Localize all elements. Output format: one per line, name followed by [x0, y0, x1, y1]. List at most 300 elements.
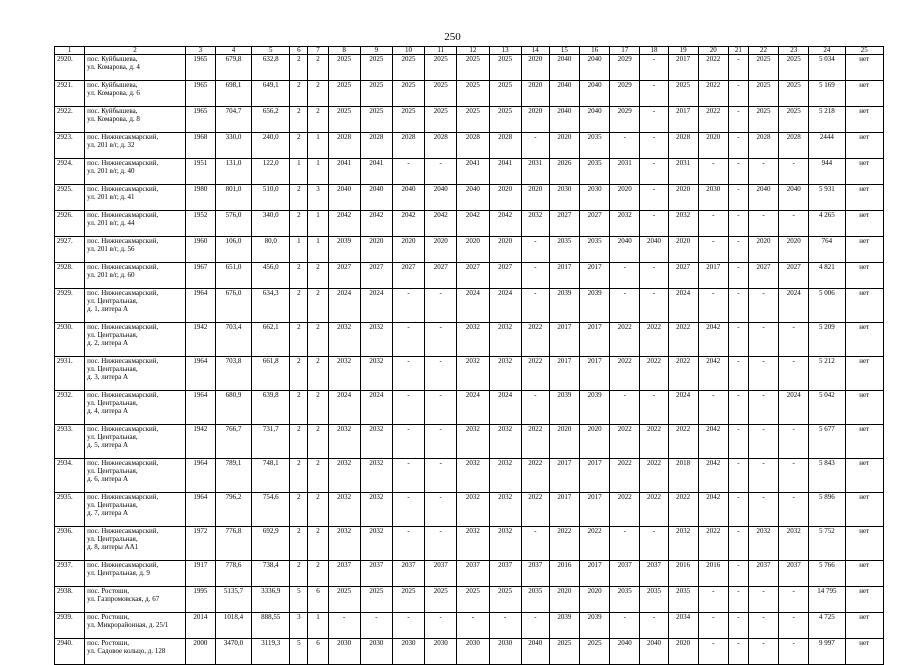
address-line: пос. Нижнесакмарский,: [87, 159, 159, 167]
table-cell: нет: [845, 107, 883, 133]
table-cell: 2022: [580, 527, 610, 561]
table-cell: 2: [308, 357, 328, 391]
table-cell: 2020: [549, 425, 579, 459]
table-cell: 2020: [580, 587, 610, 613]
table-cell: 2037: [748, 561, 778, 587]
table-cell: 2020: [580, 425, 610, 459]
table-cell: 2039: [580, 613, 610, 639]
table-cell: 2040: [360, 185, 392, 211]
table-cell: 2022: [610, 493, 640, 527]
table-cell: 2032: [328, 527, 360, 561]
table-cell: -: [728, 639, 748, 665]
row-number: 2938.: [55, 587, 85, 613]
address-cell: [85, 587, 186, 613]
table-cell: 2025: [360, 587, 392, 613]
table-cell: 1917: [185, 561, 215, 587]
table-cell: -: [698, 587, 728, 613]
table-cell: 1: [308, 237, 328, 263]
table-cell: -: [640, 613, 668, 639]
table-cell: 4 725: [809, 613, 845, 639]
column-header: 24: [809, 47, 845, 55]
table-cell: -: [392, 391, 424, 425]
table-cell: 2040: [328, 185, 360, 211]
table-cell: 2025: [360, 81, 392, 107]
address-line: ул. 201 в/г, д. 44: [87, 219, 135, 227]
table-cell: -: [779, 425, 809, 459]
table-cell: 2032: [328, 357, 360, 391]
table-cell: 330,0: [215, 133, 251, 159]
table-cell: 1972: [185, 527, 215, 561]
address-line: ул. Центральная,: [87, 297, 138, 305]
table-cell: 9 997: [809, 639, 845, 665]
table-cell: 632,8: [252, 55, 290, 81]
table-cell: 5 034: [809, 55, 845, 81]
table-cell: 2032: [748, 527, 778, 561]
table-cell: 2025: [328, 107, 360, 133]
table-cell: 2035: [640, 587, 668, 613]
table-cell: 2022: [610, 425, 640, 459]
address-line: ул. Центральная,: [87, 399, 138, 407]
row-number: 2930.: [55, 323, 85, 357]
table-cell: 2040: [640, 639, 668, 665]
table-cell: 2040: [610, 237, 640, 263]
table-cell: -: [728, 587, 748, 613]
table-cell: 2024: [328, 289, 360, 323]
table-cell: 2032: [360, 527, 392, 561]
table-cell: 2027: [360, 263, 392, 289]
table-cell: 2022: [640, 459, 668, 493]
column-header: 25: [845, 47, 883, 55]
table-row: [55, 263, 884, 289]
registry-table: [54, 46, 884, 665]
table-cell: нет: [845, 561, 883, 587]
table-cell: 2022: [640, 323, 668, 357]
table-cell: 2025: [779, 81, 809, 107]
address-line: д. 3, литера А: [87, 373, 129, 381]
table-cell: -: [521, 613, 549, 639]
table-cell: -: [728, 211, 748, 237]
address-line: ул. Комарова, д. 8: [87, 115, 140, 123]
table-cell: 2040: [748, 185, 778, 211]
address-cell: [85, 133, 186, 159]
table-cell: 5 209: [809, 323, 845, 357]
table-cell: 456,0: [252, 263, 290, 289]
row-number: 2920.: [55, 55, 85, 81]
table-cell: 80,0: [252, 237, 290, 263]
table-cell: 5: [290, 587, 308, 613]
address-line: пос. Нижнесакмарский,: [87, 561, 159, 569]
table-cell: -: [521, 263, 549, 289]
table-cell: 2022: [610, 323, 640, 357]
table-cell: 2028: [457, 133, 489, 159]
table-cell: нет: [845, 587, 883, 613]
table-cell: 2025: [489, 587, 521, 613]
table-cell: -: [610, 289, 640, 323]
table-cell: 2025: [392, 107, 424, 133]
table-cell: 3470,0: [215, 639, 251, 665]
table-cell: 5 677: [809, 425, 845, 459]
table-cell: 2017: [549, 323, 579, 357]
table-cell: 692,9: [252, 527, 290, 561]
table-cell: 1: [290, 159, 308, 185]
table-cell: 2039: [580, 289, 610, 323]
table-cell: 2030: [489, 639, 521, 665]
table-cell: 2029: [610, 55, 640, 81]
column-header: 22: [748, 47, 778, 55]
address-cell: [85, 459, 186, 493]
table-cell: 2025: [328, 55, 360, 81]
table-cell: 2: [308, 289, 328, 323]
column-header: 18: [640, 47, 668, 55]
table-cell: 2017: [668, 55, 698, 81]
table-cell: 2020: [698, 133, 728, 159]
table-cell: -: [610, 133, 640, 159]
table-cell: нет: [845, 323, 883, 357]
table-cell: 2041: [328, 159, 360, 185]
column-header: 15: [549, 47, 579, 55]
table-cell: 2040: [779, 185, 809, 211]
row-number: 2937.: [55, 561, 85, 587]
table-cell: -: [698, 237, 728, 263]
table-cell: -: [392, 459, 424, 493]
table-cell: нет: [845, 159, 883, 185]
row-number: 2927.: [55, 237, 85, 263]
table-cell: 6: [308, 587, 328, 613]
table-cell: 2027: [457, 263, 489, 289]
address-line: ул. Комарова, д. 6: [87, 89, 140, 97]
table-cell: 2039: [328, 237, 360, 263]
table-cell: 1964: [185, 357, 215, 391]
column-header: 8: [328, 47, 360, 55]
address-line: ул. Центральная,: [87, 535, 138, 543]
table-cell: -: [425, 459, 457, 493]
table-cell: нет: [845, 263, 883, 289]
table-cell: -: [779, 459, 809, 493]
table-cell: 703,4: [215, 323, 251, 357]
address-line: пос. Нижнесакмарский,: [87, 133, 159, 141]
table-cell: -: [640, 81, 668, 107]
table-cell: 2025: [748, 81, 778, 107]
table-cell: 2022: [549, 527, 579, 561]
table-cell: 2027: [392, 263, 424, 289]
table-cell: 2: [290, 425, 308, 459]
table-cell: 2040: [425, 185, 457, 211]
table-cell: 2444: [809, 133, 845, 159]
table-cell: 1: [308, 133, 328, 159]
table-cell: -: [425, 323, 457, 357]
table-cell: 2: [308, 81, 328, 107]
table-cell: 4 265: [809, 211, 845, 237]
table-cell: 2032: [328, 493, 360, 527]
table-cell: 2: [290, 357, 308, 391]
table-cell: 2: [290, 263, 308, 289]
table-cell: 2025: [425, 107, 457, 133]
table-cell: 2042: [489, 211, 521, 237]
table-row: [55, 561, 884, 587]
table-cell: 2040: [549, 81, 579, 107]
table-cell: -: [779, 639, 809, 665]
address-line: ул. Комарова, д. 4: [87, 63, 140, 71]
table-cell: 2040: [392, 185, 424, 211]
table-cell: 2: [308, 527, 328, 561]
address-line: д. 5, литера А: [87, 441, 129, 449]
table-cell: 2031: [610, 159, 640, 185]
address-line: ул. Центральная,: [87, 365, 138, 373]
table-cell: 2024: [489, 391, 521, 425]
table-cell: 2041: [489, 159, 521, 185]
table-cell: 2022: [521, 459, 549, 493]
table-cell: 2017: [580, 561, 610, 587]
table-cell: 5 752: [809, 527, 845, 561]
table-cell: 2020: [489, 237, 521, 263]
table-cell: 2014: [185, 613, 215, 639]
table-cell: 5 843: [809, 459, 845, 493]
table-cell: 1964: [185, 289, 215, 323]
table-cell: нет: [845, 459, 883, 493]
table-cell: 2025: [457, 81, 489, 107]
table-cell: -: [640, 391, 668, 425]
table-cell: 2037: [779, 561, 809, 587]
table-cell: 2022: [698, 55, 728, 81]
table-cell: 2024: [779, 289, 809, 323]
table-cell: 2035: [580, 237, 610, 263]
table-cell: 2024: [668, 289, 698, 323]
table-cell: 2040: [549, 55, 579, 81]
row-number: 2931.: [55, 357, 85, 391]
table-cell: 2024: [328, 391, 360, 425]
address-cell: [85, 107, 186, 133]
table-cell: -: [748, 323, 778, 357]
table-cell: 1942: [185, 425, 215, 459]
address-line: пос. Ростоши,: [87, 613, 130, 621]
table-cell: 2022: [668, 357, 698, 391]
table-cell: нет: [845, 81, 883, 107]
table-cell: -: [748, 211, 778, 237]
address-line: пос. Нижнесакмарский,: [87, 493, 159, 501]
table-row: [55, 211, 884, 237]
table-cell: 2025: [748, 55, 778, 81]
table-cell: -: [610, 527, 640, 561]
table-cell: 2042: [328, 211, 360, 237]
table-cell: 2020: [549, 587, 579, 613]
table-row: [55, 357, 884, 391]
table-cell: нет: [845, 211, 883, 237]
table-cell: 576,0: [215, 211, 251, 237]
table-cell: 2025: [392, 81, 424, 107]
table-cell: 240,0: [252, 133, 290, 159]
table-cell: 2032: [457, 425, 489, 459]
row-number: 2925.: [55, 185, 85, 211]
table-cell: -: [425, 289, 457, 323]
table-cell: 2022: [521, 323, 549, 357]
table-cell: 2028: [748, 133, 778, 159]
table-cell: 2017: [698, 263, 728, 289]
table-cell: 2042: [425, 211, 457, 237]
table-cell: 2025: [328, 587, 360, 613]
table-cell: 776,8: [215, 527, 251, 561]
address-cell: [85, 425, 186, 459]
address-line: ул. Газпромовская, д. 67: [87, 595, 160, 603]
address-cell: [85, 263, 186, 289]
table-cell: 2032: [610, 211, 640, 237]
table-cell: 2020: [779, 237, 809, 263]
table-cell: -: [698, 159, 728, 185]
table-cell: -: [779, 613, 809, 639]
table-row: [55, 107, 884, 133]
table-cell: -: [779, 211, 809, 237]
address-line: пос. Нижнесакмарский,: [87, 323, 159, 331]
table-cell: 2037: [457, 561, 489, 587]
table-cell: 2042: [698, 493, 728, 527]
address-line: пос. Куйбышева,: [87, 107, 138, 115]
table-cell: 1: [308, 211, 328, 237]
table-cell: 2040: [549, 107, 579, 133]
table-cell: 2: [290, 493, 308, 527]
table-cell: 5 931: [809, 185, 845, 211]
table-cell: 2017: [580, 323, 610, 357]
table-cell: 2032: [457, 323, 489, 357]
address-line: пос. Куйбышева,: [87, 81, 138, 89]
table-cell: 656,2: [252, 107, 290, 133]
table-cell: 764: [809, 237, 845, 263]
table-cell: 2032: [489, 459, 521, 493]
table-cell: 2025: [328, 81, 360, 107]
table-cell: 2020: [360, 237, 392, 263]
table-cell: -: [640, 107, 668, 133]
address-line: ул. Центральная,: [87, 467, 138, 475]
table-cell: 2034: [668, 613, 698, 639]
table-cell: 796,2: [215, 493, 251, 527]
table-cell: -: [728, 263, 748, 289]
table-cell: 2020: [668, 237, 698, 263]
table-cell: 2027: [779, 263, 809, 289]
table-cell: 2024: [779, 391, 809, 425]
address-line: ул. Центральная,: [87, 501, 138, 509]
table-cell: 2032: [521, 211, 549, 237]
address-line: ул. Центральная,: [87, 331, 138, 339]
table-cell: 2017: [580, 357, 610, 391]
table-cell: 634,3: [252, 289, 290, 323]
address-cell: [85, 81, 186, 107]
row-number: 2921.: [55, 81, 85, 107]
table-cell: -: [360, 613, 392, 639]
table-cell: 2041: [457, 159, 489, 185]
table-cell: 2016: [549, 561, 579, 587]
column-header: 21: [728, 47, 748, 55]
table-row: [55, 459, 884, 493]
table-cell: 2027: [489, 263, 521, 289]
table-cell: -: [610, 613, 640, 639]
table-cell: 2: [290, 459, 308, 493]
table-cell: 5: [290, 639, 308, 665]
table-cell: 2022: [698, 107, 728, 133]
table-cell: 2024: [668, 391, 698, 425]
table-cell: 703,8: [215, 357, 251, 391]
table-cell: 2032: [489, 527, 521, 561]
table-cell: 679,8: [215, 55, 251, 81]
table-cell: нет: [845, 391, 883, 425]
table-cell: 2030: [328, 639, 360, 665]
table-cell: 2017: [580, 263, 610, 289]
table-cell: нет: [845, 237, 883, 263]
table-cell: 2000: [185, 639, 215, 665]
address-cell: [85, 55, 186, 81]
table-cell: 2024: [489, 289, 521, 323]
table-cell: -: [521, 133, 549, 159]
table-cell: -: [728, 81, 748, 107]
address-line: д. 1, литера А: [87, 305, 129, 313]
address-cell: [85, 211, 186, 237]
table-cell: 5 169: [809, 81, 845, 107]
address-line: пос. Ростоши,: [87, 587, 130, 595]
address-line: пос. Нижнесакмарский,: [87, 459, 159, 467]
table-cell: 2037: [360, 561, 392, 587]
column-header: 6: [290, 47, 308, 55]
table-cell: 2025: [425, 81, 457, 107]
table-cell: 789,1: [215, 459, 251, 493]
table-cell: -: [425, 425, 457, 459]
table-cell: 731,7: [252, 425, 290, 459]
table-cell: -: [521, 289, 549, 323]
table-cell: 2030: [360, 639, 392, 665]
table-cell: -: [728, 289, 748, 323]
table-cell: 2028: [392, 133, 424, 159]
table-cell: -: [728, 323, 748, 357]
address-cell: [85, 391, 186, 425]
table-cell: 1952: [185, 211, 215, 237]
table-cell: -: [392, 527, 424, 561]
column-header: 1: [55, 47, 85, 55]
table-cell: -: [728, 159, 748, 185]
table-cell: 2: [308, 323, 328, 357]
table-row: [55, 237, 884, 263]
table-cell: 5 218: [809, 107, 845, 133]
table-cell: -: [779, 159, 809, 185]
table-cell: 2035: [610, 587, 640, 613]
table-cell: 2017: [580, 493, 610, 527]
address-line: ул. 201 в/г, д. 56: [87, 245, 135, 253]
table-cell: 1995: [185, 587, 215, 613]
table-cell: 2020: [521, 81, 549, 107]
table-cell: -: [425, 493, 457, 527]
table-cell: 2029: [610, 81, 640, 107]
column-header: 2: [85, 47, 186, 55]
table-cell: нет: [845, 527, 883, 561]
table-cell: 2028: [489, 133, 521, 159]
table-cell: 2017: [549, 263, 579, 289]
column-header: 10: [392, 47, 424, 55]
address-line: пос. Ростоши,: [87, 639, 130, 647]
table-cell: 2039: [549, 289, 579, 323]
table-cell: 2: [290, 133, 308, 159]
table-cell: 2030: [549, 185, 579, 211]
table-cell: 2032: [489, 493, 521, 527]
table-cell: 131,0: [215, 159, 251, 185]
address-line: пос. Нижнесакмарский,: [87, 391, 159, 399]
table-row: [55, 493, 884, 527]
address-line: ул. 201 в/г, д. 40: [87, 167, 135, 175]
table-cell: -: [748, 357, 778, 391]
table-cell: 2035: [549, 237, 579, 263]
table-cell: 2024: [360, 289, 392, 323]
table-cell: нет: [845, 613, 883, 639]
table-cell: 1018,4: [215, 613, 251, 639]
table-cell: -: [698, 613, 728, 639]
table-cell: 2035: [521, 587, 549, 613]
row-number: 2929.: [55, 289, 85, 323]
table-cell: 2037: [521, 561, 549, 587]
table-cell: нет: [845, 639, 883, 665]
